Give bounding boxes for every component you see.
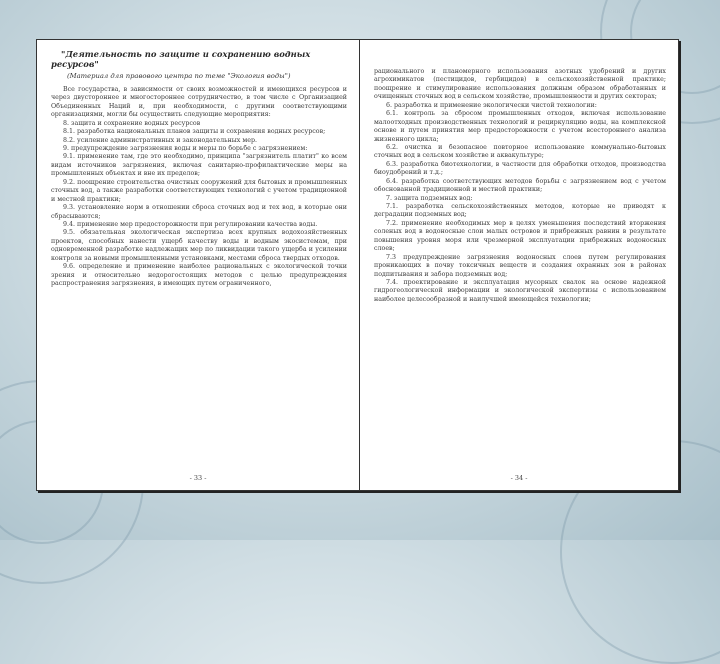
paragraph: 6.2. очистка и безопасное повторное использование коммунально-бытовых сточных вод в сельском хозяйстве и аквакультуре; [374,143,666,160]
paragraph: 6. разработка и применение экологически чистой технологии: [386,101,597,109]
document-title: "Деятельность по защите и сохранению водных ресурсов" [51,49,311,69]
paragraph: 9.1. применение там, где это необходимо, принципа "загрязнитель платит" ко всем видам источников загрязнения, включая санитарно-профилактические меры на промышленных объектах и вне их пределов; [51,153,347,178]
paragraph: 6.3. разработка биотехнологии, в частности для обработки отходов, производства биоудобрений и т.д.; [374,160,666,177]
paragraph: 9.6. определение и применение наиболее рациональных с экологической точки зрения и относительно недорогостоящих методов с целью предупреждения распространения загрязнения, в имеющих путем ограниченного, [51,263,347,288]
page-number: - 34 - [510,474,528,482]
paragraph: 7.1. разработка сельскохозяйственных методов, которые не приводят к деградации подземных вод; [374,203,666,219]
page-content [374,68,666,304]
paragraph: 9.4. применение мер предосторожности при регулировании качества воды. [63,220,318,228]
paragraph: 9.2. поощрение строительства очистных сооружений для бытовых и промышленных сточных вод, а также разработки соответствующих технологий с учетом традиционной и местной практики; [51,178,347,203]
paragraph: 7.2. применение необходимых мер в целях уменьшения последствий вторжения соленых вод в водоносные слои малых островов и прибрежных равнин в результате повышения уровня моря или чрезмерной эксплуатации прибрежных водоносных слоев; [374,219,666,253]
paragraph: 9. предупреждение загрязнения воды и меры по борьбе с загрязнением: [63,145,308,153]
paragraph: 7. защита подземных вод: [386,194,473,202]
paragraph: 8.2. усиление административных и законодательных мер. [63,136,257,144]
paragraph: 8.1. разработка национальных планов защиты и сохранения водных ресурсов; [63,128,326,136]
paragraph: 9.5. обязательная экологическая экспертиза всех крупных водохозяйственных проектов, способных нанести ущерб качеству воды и водным экосистемам, при одновременной разработке надлежащих мер по ликвидации такого ущерба и усилении контроля за новыми промышленными установками, местами сброса твердых отходов. [51,229,347,262]
document-page-left [37,40,359,490]
paragraph: 9.3. установление норм в отношении сброса сточных вод и тех вод, в которые они сбрасываются; [51,204,347,220]
paragraph: 7.4. проектирование и эксплуатация мусорных свалок на основе надежной гидрогеологической информации и экологической экспертизы с использованием наиболее целесообразной и наилучшей имеющейся технологии; [374,278,666,303]
document-page-right [360,40,678,490]
paragraph: Все государства, в зависимости от своих возможностей и имеющихся ресурсов и через двустороннее и многостороннее сотрудничество, в том числе с Организацией Объединенных Наций и, при необходимости, с другими соответствующими организациями, могли бы осуществить следующие мероприятия: [51,85,347,119]
page-content [51,50,347,288]
paragraph: 6.4. разработка соответствующих методов борьбы с загрязнением вод с учетом обоснованной традиционной и местной практики; [374,177,666,194]
document-subtitle: (Материал для правового центра по теме "Экология воды") [67,71,291,80]
paragraph: 7.3 предупреждение загрязнения водоносных слоев путем регулирования проникающих в почву токсичных веществ и создания охранных зон в районах подпитывания и забора подземных вод; [374,253,666,278]
paragraph: 8. защита и сохранение водных ресурсов [63,119,201,127]
paragraph: рационального и планомерного использования азотных удобрений и других агрохимикатов (пестицидов, гербицидов) в сельскохозяйственной практике; поощрение и стимулирование использования должным образом обработанных и очищенных сточных вод в сельском хозяйстве, промышленности и других секторах; [374,68,666,101]
page-number: - 33 - [189,474,207,482]
paragraph: 6.1. контроль за сбросом промышленных отходов, включая использование малоотходных производственных технологий и рециркуляцию воды, на комплексной основе и путем принятия мер предосторожности с учетом всестороннего анализа жизненного цикла; [374,110,666,143]
